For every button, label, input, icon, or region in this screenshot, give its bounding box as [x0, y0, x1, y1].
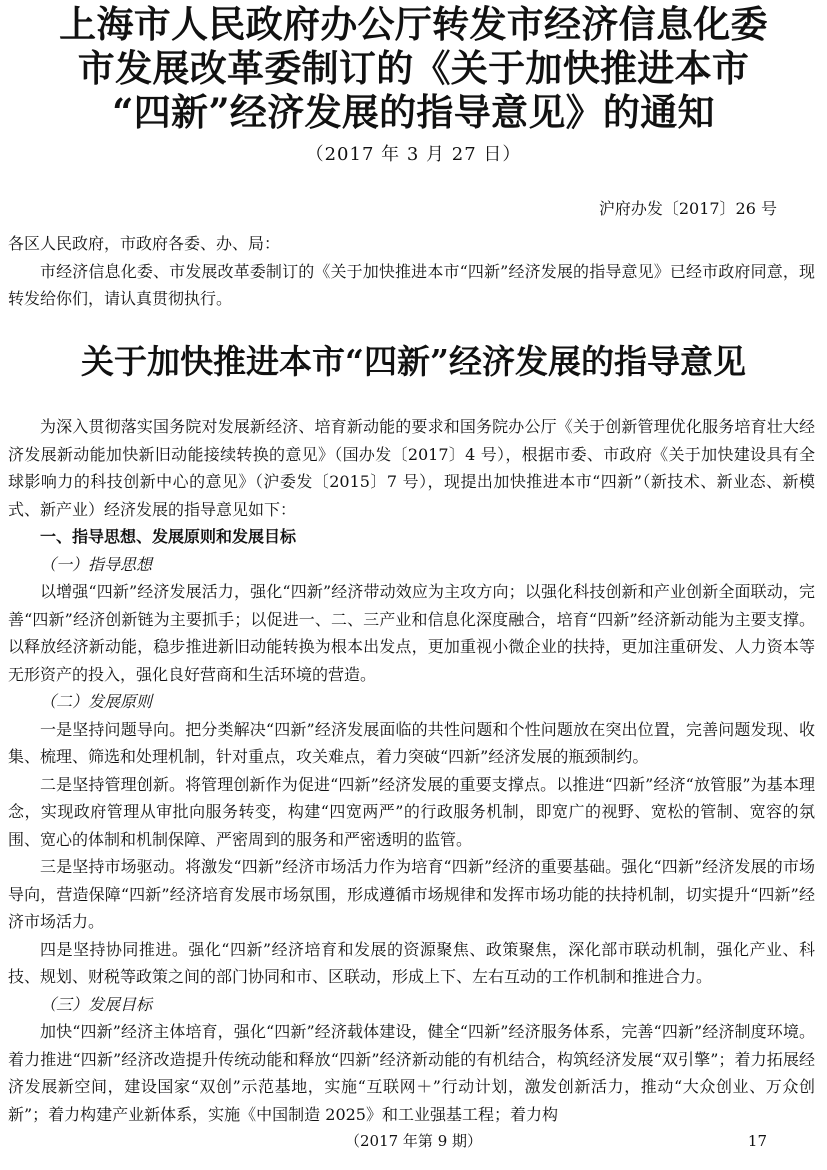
- goals-paragraph: 加快“四新”经济主体培育，强化“四新”经济载体建设，健全“四新”经济服务体系，完善“四新”经济制度环境。着力推进“四新”经济改造提升传统动能和释放“四新”经济新动能的有机结合，构筑经济发展“双引擎”；着力拓展经济发展新空间，建设国家“双创”示范基地，实施“互联网＋”行动计划，激发创新活力，推动“大众创业、万众创新”；着力构建产业新体系，实施《中国制造 2025》和工业强基工程；着力构: [8, 1022, 815, 1124]
- guide-intro-paragraph: 为深入贯彻落实国务院对发展新经济、培育新动能的要求和国务院办公厅《关于创新管理优化服务培育壮大经济发展新动能加快新旧动能接续转换的意见》（国办发〔2017〕4 号），根据市委、市政府《关于加快建设具有全球影响力的科技创新中心的意见》（沪委发〔2015〕7 号），现提出加快推进本市“四新”（新技术、新业态、新模式、新产业）经济发展的指导意见如下：: [8, 417, 815, 519]
- notice-body: [8, 230, 815, 313]
- subsection-heading-guiding-ideology: （一）指导思想: [40, 554, 153, 574]
- subsection-heading-goals: （三）发展目标: [40, 994, 153, 1014]
- section-heading-1: 一、指导思想、发展原则和发展目标: [40, 527, 297, 546]
- footer-issue-label: （2017 年第 9 期）: [344, 1132, 483, 1150]
- principle-paragraph-2: 二是坚持管理创新。将管理创新作为促进“四新”经济发展的重要支撑点。以推进“四新”经济“放管服”为基本理念，实现政府管理从审批向服务转变，构建“四宽两严”的行政服务机制，即宽广的视野、宽松的管制、宽容的氛围、宽心的体制和机制保障、严密周到的服务和严密透明的监管。: [8, 774, 815, 849]
- notice-title-line-1: 上海市人民政府办公厅转发市经济信息化委: [59, 2, 768, 46]
- document-number: 沪府办发〔2017〕26 号: [598, 199, 777, 218]
- footer-page-number: 17: [747, 1132, 767, 1150]
- notice-paragraph: 市经济信息化委、市发展改革委制订的《关于加快推进本市“四新”经济发展的指导意见》已经市政府同意，现转发给你们，请认真贯彻执行。: [8, 261, 815, 308]
- guide-title: 关于加快推进本市“四新”经济发展的指导意见: [81, 342, 746, 381]
- principle-paragraph-3: 三是坚持市场驱动。将激发“四新”经济市场活力作为培育“四新”经济的重要基础。强化“四新”经济发展的市场导向，营造保障“四新”经济培育发展市场氛围，形成遵循市场规律和发挥市场功能的扶持机制，切实提升“四新”经济市场活力。: [8, 857, 815, 931]
- principle-paragraph-1: 一是坚持问题导向。把分类解决“四新”经济发展面临的共性问题和个性问题放在突出位置，完善问题发现、收集、梳理、筛选和处理机制，针对重点，攻关难点，着力突破“四新”经济发展的瓶颈制约。: [8, 719, 815, 766]
- subsection-heading-principles: （二）发展原则: [40, 692, 153, 711]
- guiding-ideology-paragraph: 以增强“四新”经济发展活力，强化“四新”经济带动效应为主攻方向；以强化科技创新和产业创新全面联动，完善“四新”经济创新链为主要抓手；以促进一、二、三产业和信息化深度融合，培育“四新”经济新动能为主要支撑。以释放经济新动能，稳步推进新旧动能转换为根本出发点，更加重视小微企业的扶持，更加注重研发、人力资本等无形资产的投入，强化良好营商和生活环境的营造。: [8, 582, 815, 684]
- principle-paragraph-4: 四是坚持协同推进。强化“四新”经济培育和发展的资源聚焦、政策聚焦，深化部市联动机制，强化产业、科技、规划、财税等政策之间的部门协同和市、区联动，形成上下、左右互动的工作机制和推进合力。: [8, 939, 815, 986]
- notice-title-line-3: “四新”经济发展的指导意见》的通知: [112, 90, 715, 134]
- guide-body: [8, 413, 815, 1128]
- notice-title: [20, 2, 807, 134]
- notice-date: （2017 年 3 月 27 日）: [305, 144, 522, 165]
- notice-title-line-2: 市发展改革委制订的《关于加快推进本市: [77, 46, 750, 90]
- notice-salutation: 各区人民政府，市政府各委、办、局：: [8, 234, 281, 253]
